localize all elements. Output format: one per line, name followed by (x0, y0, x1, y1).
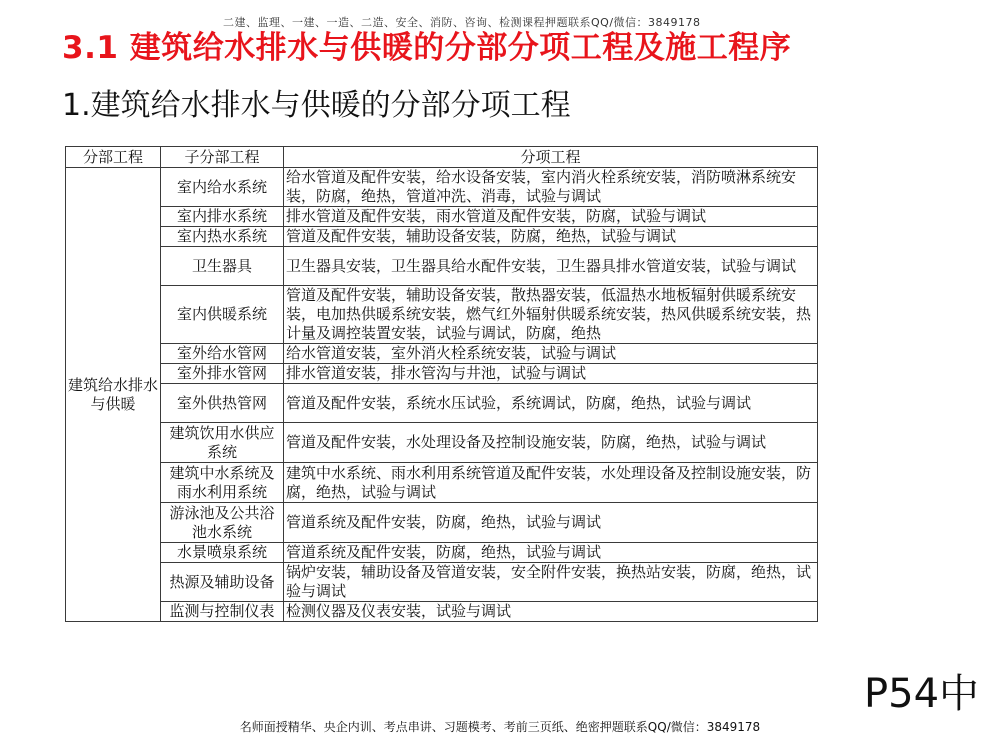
sub-division-cell: 热源及辅助设备 (161, 563, 284, 602)
top-watermark: 二建、监理、一建、一造、二造、安全、消防、咨询、检测课程押题联系QQ/微信：3849178 (223, 16, 701, 29)
table-header-row (66, 147, 818, 168)
sub-division-cell: 室内供暖系统 (161, 286, 284, 344)
sub-division-cell: 水景喷泉系统 (161, 543, 284, 563)
items-cell: 管道及配件安装，辅助设备安装，防腐，绝热，试验与调试 (284, 227, 818, 247)
header-items: 分项工程 (284, 147, 818, 168)
items-cell: 管道及配件安装，水处理设备及控制设施安装，防腐，绝热，试验与调试 (284, 423, 818, 463)
sub-division-cell: 卫生器具 (161, 247, 284, 286)
items-cell: 给水管道及配件安装，给水设备安装，室内消火栓系统安装，消防喷淋系统安装，防腐，绝热，管道冲洗、消毒，试验与调试 (284, 168, 818, 207)
items-cell: 排水管道安装，排水管沟与井池，试验与调试 (284, 364, 818, 384)
sub-division-cell: 建筑中水系统及雨水利用系统 (161, 463, 284, 503)
table-row (66, 207, 818, 227)
items-cell: 给水管道安装，室外消火栓系统安装，试验与调试 (284, 344, 818, 364)
sub-division-cell: 游泳池及公共浴池水系统 (161, 503, 284, 543)
header-division: 分部工程 (66, 147, 161, 168)
table-row (66, 168, 818, 207)
division-cell: 建筑给水排水与供暖 (66, 168, 161, 622)
table-row (66, 384, 818, 423)
table-row (66, 602, 818, 622)
items-cell: 卫生器具安装，卫生器具给水配件安装，卫生器具排水管道安装，试验与调试 (284, 247, 818, 286)
footer-watermark: 名师面授精华、央企内训、考点串讲、习题模考、考前三页纸、绝密押题联系QQ/微信：3849178 (239, 720, 761, 734)
sub-division-cell: 室内排水系统 (161, 207, 284, 227)
sub-division-cell: 室内给水系统 (161, 168, 284, 207)
sub-division-cell: 室外给水管网 (161, 344, 284, 364)
items-cell: 检测仪器及仪表安装，试验与调试 (284, 602, 818, 622)
header-sub-division: 子分部工程 (161, 147, 284, 168)
sub-division-cell: 建筑饮用水供应系统 (161, 423, 284, 463)
table-row (66, 503, 818, 543)
table-row (66, 344, 818, 364)
table-row (66, 563, 818, 602)
table-row (66, 463, 818, 503)
items-cell: 管道系统及配件安装，防腐，绝热，试验与调试 (284, 543, 818, 563)
items-cell: 管道系统及配件安装，防腐，绝热，试验与调试 (284, 503, 818, 543)
sub-division-cell: 监测与控制仪表 (161, 602, 284, 622)
table-row (66, 543, 818, 563)
sub-division-cell: 室外供热管网 (161, 384, 284, 423)
items-cell: 排水管道及配件安装，雨水管道及配件安装，防腐，试验与调试 (284, 207, 818, 227)
items-cell: 建筑中水系统、雨水利用系统管道及配件安装，水处理设备及控制设施安装，防腐，绝热，试验与调试 (284, 463, 818, 503)
table-row (66, 423, 818, 463)
table-row (66, 364, 818, 384)
page-reference: P54中 (864, 671, 980, 717)
engineering-table (65, 146, 818, 622)
page-title: 3.1 建筑给水排水与供暖的分部分项工程及施工程序 (62, 30, 792, 66)
items-cell: 管道及配件安装，辅助设备安装，散热器安装，低温热水地板辐射供暖系统安装，电加热供暖系统安装，燃气红外辐射供暖系统安装，热风供暖系统安装，热计量及调控装置安装，试验与调试，防腐，绝热 (284, 286, 818, 344)
items-cell: 管道及配件安装，系统水压试验，系统调试，防腐，绝热，试验与调试 (284, 384, 818, 423)
table-row (66, 247, 818, 286)
items-cell: 锅炉安装，辅助设备及管道安装，安全附件安装，换热站安装，防腐，绝热，试验与调试 (284, 563, 818, 602)
sub-division-cell: 室内热水系统 (161, 227, 284, 247)
table-row (66, 286, 818, 344)
section-subtitle: 1.建筑给水排水与供暖的分部分项工程 (62, 88, 571, 123)
table-row (66, 227, 818, 247)
sub-division-cell: 室外排水管网 (161, 364, 284, 384)
